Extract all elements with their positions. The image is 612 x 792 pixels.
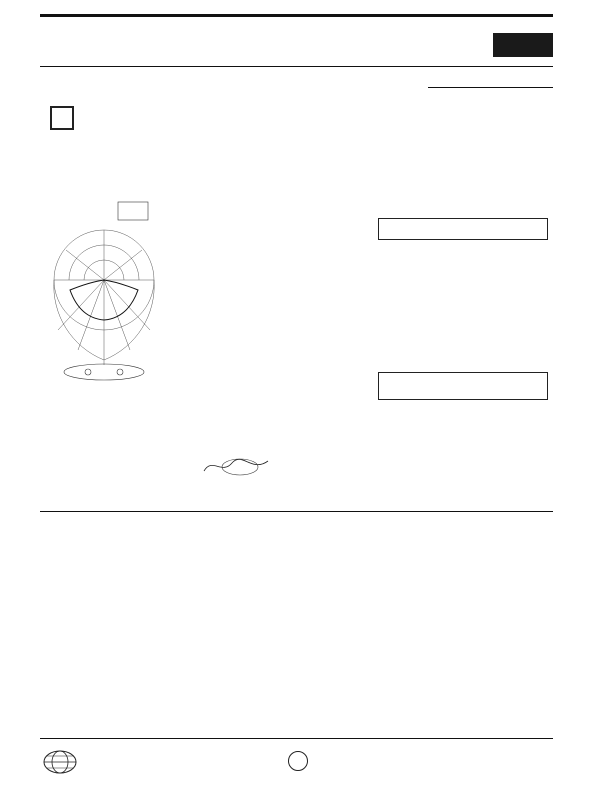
chip-dip-top (378, 218, 548, 240)
lab-report-scan (42, 100, 360, 504)
globe-icon (42, 749, 78, 775)
company-logo (50, 106, 74, 130)
polar-candela-diagram (48, 190, 160, 390)
right-header-rule (428, 87, 553, 88)
luminance-table (82, 430, 190, 434)
ul-certification-icon (288, 751, 308, 771)
chip-dip-bottom (378, 372, 548, 400)
signature-mark (202, 455, 272, 477)
zonal-lumen-table (182, 348, 343, 350)
mid-rule (40, 511, 553, 512)
header-rule (40, 66, 553, 67)
bottom-rule (40, 738, 553, 739)
series-badge (493, 33, 553, 57)
top-rule (40, 14, 553, 17)
